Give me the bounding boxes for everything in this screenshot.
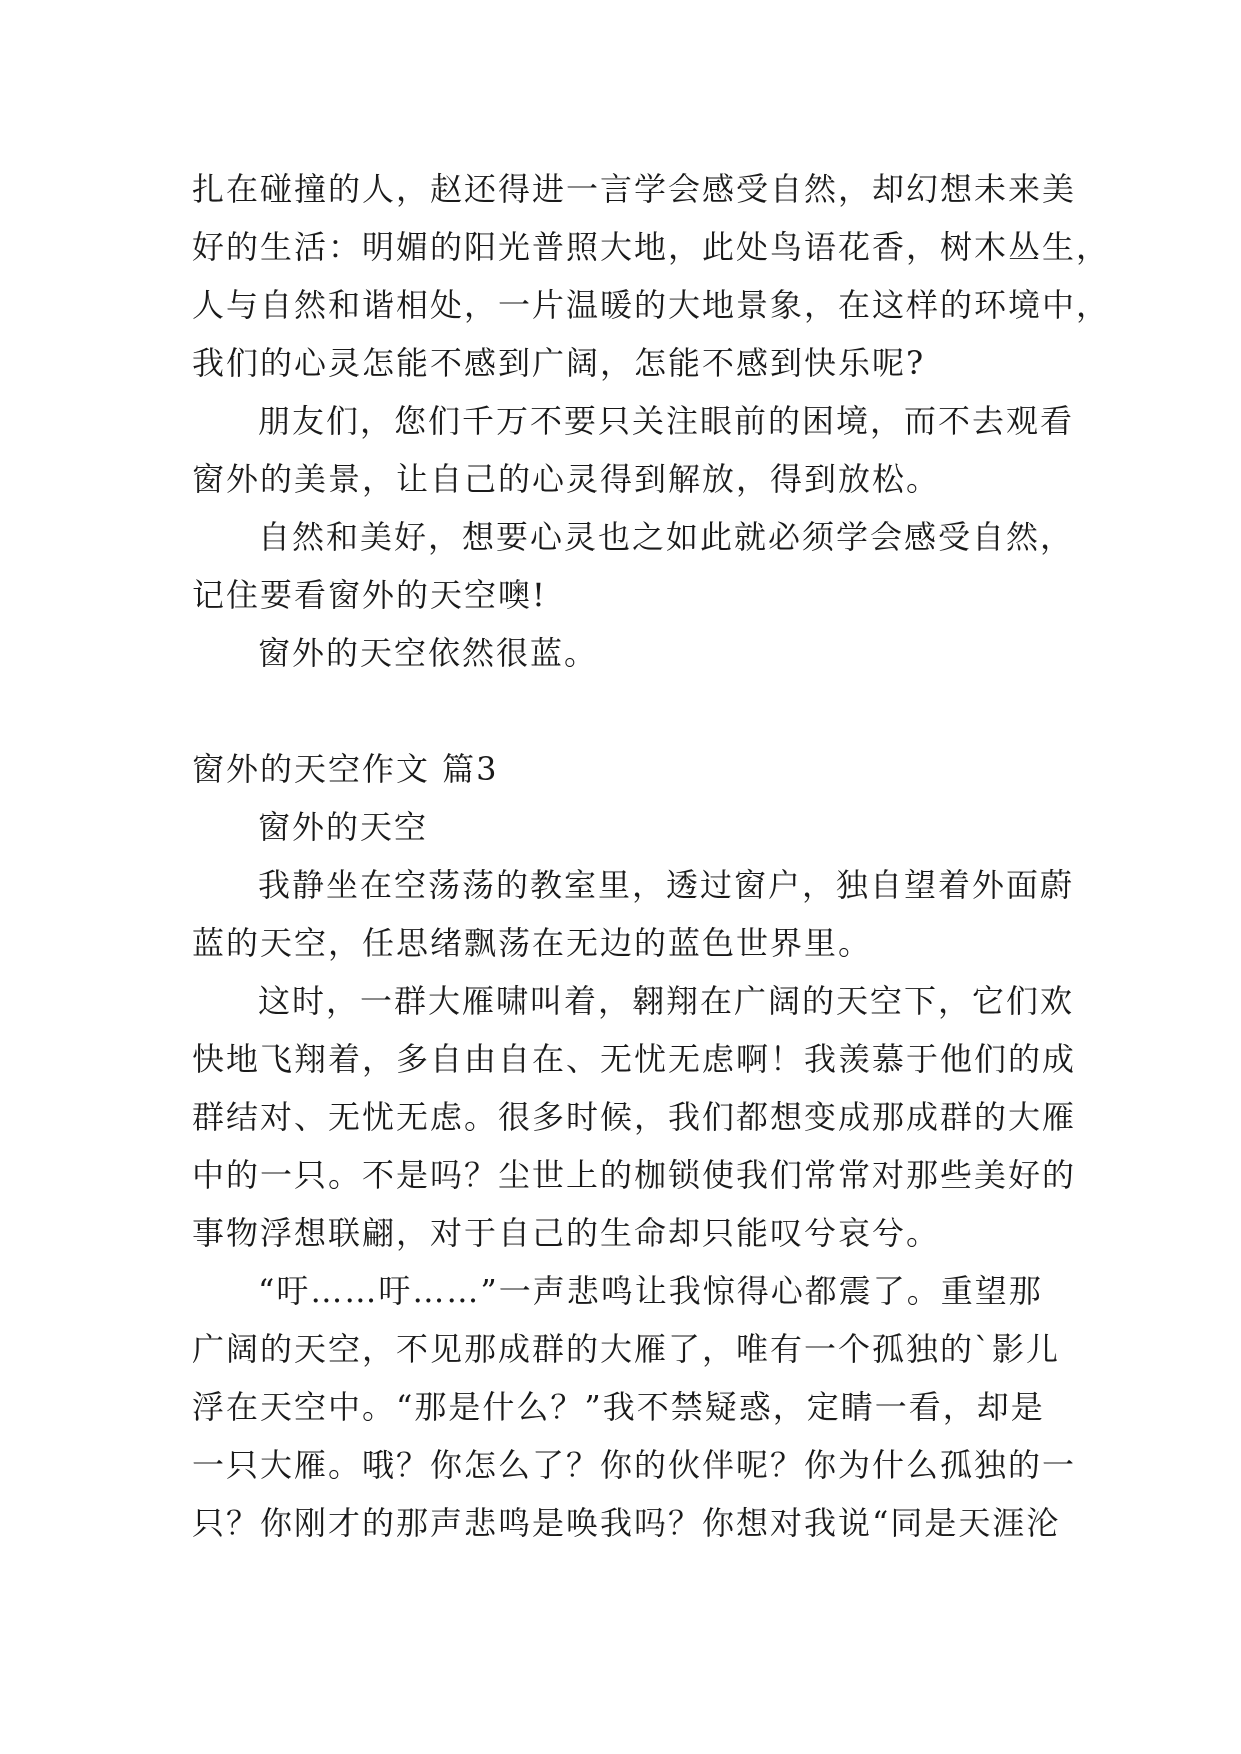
text-line: 快地飞翔着，多自由自在、无忧无虑啊！我羡慕于他们的成 [192, 1040, 1077, 1078]
text-line: 扎在碰撞的人，赵还得进一言学会感受自然，却幻想未来美 [192, 170, 1077, 208]
text-line: 窗外的美景，让自己的心灵得到解放，得到放松。 [192, 460, 941, 498]
text-line: “吁……吁……”一声悲鸣让我惊得心都震了。重望那 [258, 1272, 1043, 1310]
text-line: 这时，一群大雁啸叫着，翱翔在广阔的天空下，它们欢 [258, 982, 1075, 1020]
text-line: 我们的心灵怎能不感到广阔，怎能不感到快乐呢? [192, 344, 926, 382]
text-line: 好的生活：明媚的阳光普照大地，此处鸟语花香，树木丛生， [192, 228, 1111, 266]
text-line: 群结对、无忧无虑。很多时候，我们都想变成那成群的大雁 [192, 1098, 1077, 1136]
blank-line [192, 682, 1062, 740]
essay-title: 窗外的天空 [258, 808, 429, 846]
text-line: 中的一只。不是吗？尘世上的枷锁使我们常常对那些美好的 [192, 1156, 1077, 1194]
text-line: 一只大雁。哦？你怎么了？你的伙伴呢？你为什么孤独的一 [192, 1446, 1077, 1484]
text-line: 蓝的天空，任思绪飘荡在无边的蓝色世界里。 [192, 924, 873, 962]
section-title: 窗外的天空作文 篇3 [192, 750, 499, 788]
text-line: 事物浮想联翩，对于自己的生命却只能叹兮哀兮。 [192, 1214, 941, 1252]
text-line: 朋友们，您们千万不要只关注眼前的困境，而不去观看 [258, 402, 1075, 440]
text-line: 我静坐在空荡荡的教室里，透过窗户，独自望着外面蔚 [258, 866, 1075, 904]
text-line: 浮在天空中。“那是什么？”我不禁疑惑，定睛一看，却是 [192, 1388, 1045, 1426]
text-line: 自然和美好，想要心灵也之如此就必须学会感受自然， [258, 518, 1075, 556]
document-body [192, 160, 1111, 1552]
text-line: 记住要看窗外的天空噢! [192, 576, 547, 614]
text-line: 人与自然和谐相处，一片温暖的大地景象，在这样的环境中， [192, 286, 1111, 324]
text-line: 窗外的天空依然很蓝。 [258, 634, 599, 672]
text-line: 广阔的天空，不见那成群的大雁了，唯有一个孤独的`影儿 [192, 1330, 1061, 1368]
text-line: 只？你刚才的那声悲鸣是唤我吗？你想对我说“同是天涯沦 [192, 1504, 1061, 1542]
